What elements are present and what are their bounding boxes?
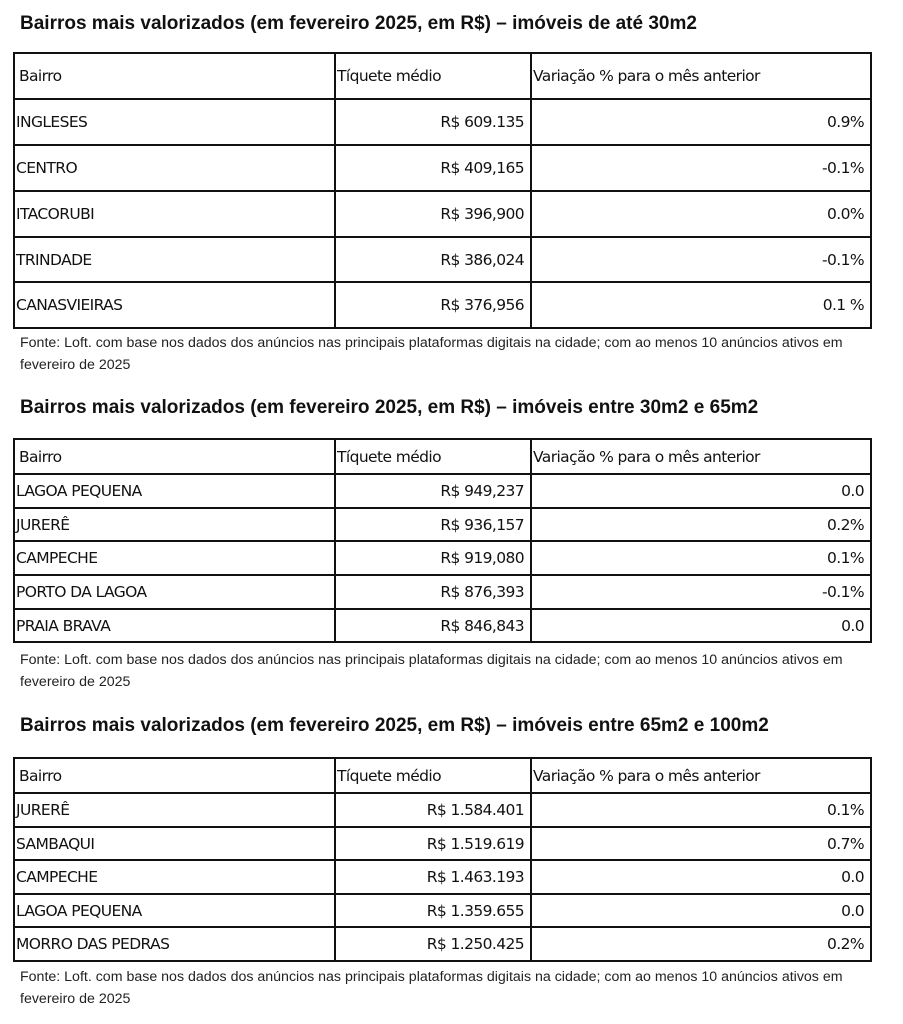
table-row bbox=[14, 282, 871, 328]
neighborhood-table-up-to-30m2 bbox=[13, 52, 872, 329]
cell-bairro: JURERÊ bbox=[14, 793, 335, 827]
table-row bbox=[14, 609, 871, 642]
table-title-30-to-65m2: Bairros mais valorizados (em fevereiro 2025, em R$) – imóveis entre 30m2 e 65m2 bbox=[20, 397, 759, 418]
cell-variacao: 0.2% bbox=[531, 508, 871, 541]
column-header-bairro: Bairro bbox=[14, 758, 335, 793]
cell-variacao: 0.0 bbox=[531, 860, 871, 894]
table-row bbox=[14, 145, 871, 191]
cell-variacao: 0.0 bbox=[531, 474, 871, 508]
table-row bbox=[14, 541, 871, 575]
cell-tiquete: R$ 1.359.655 bbox=[335, 894, 531, 927]
column-header-variacao: Variação % para o mês anterior bbox=[531, 439, 871, 474]
cell-bairro: ITACORUBI bbox=[14, 191, 335, 237]
cell-variacao: -0.1% bbox=[531, 145, 871, 191]
cell-bairro: CANASVIEIRAS bbox=[14, 282, 335, 328]
cell-bairro: PORTO DA LAGOA bbox=[14, 575, 335, 609]
cell-tiquete: R$ 936,157 bbox=[335, 508, 531, 541]
table-row bbox=[14, 191, 871, 237]
cell-tiquete: R$ 609.135 bbox=[335, 99, 531, 145]
source-note: Fonte: Loft. com base nos dados dos anúncios nas principais plataformas digitais na cidade; com ao menos 10 anúncios ativos em fevereiro de 2025 bbox=[20, 652, 843, 690]
table-row bbox=[14, 508, 871, 541]
table-title-up-to-30m2: Bairros mais valorizados (em fevereiro 2025, em R$) – imóveis de até 30m2 bbox=[20, 13, 697, 34]
cell-bairro: TRINDADE bbox=[14, 237, 335, 282]
cell-bairro: JURERÊ bbox=[14, 508, 335, 541]
table-row bbox=[14, 474, 871, 508]
cell-tiquete: R$ 386,024 bbox=[335, 237, 531, 282]
table-row bbox=[14, 827, 871, 860]
cell-bairro: LAGOA PEQUENA bbox=[14, 474, 335, 508]
cell-bairro: CAMPECHE bbox=[14, 541, 335, 575]
cell-variacao: 0.1 % bbox=[531, 282, 871, 328]
cell-tiquete: R$ 876,393 bbox=[335, 575, 531, 609]
cell-tiquete: R$ 409,165 bbox=[335, 145, 531, 191]
table-header-row bbox=[14, 53, 871, 99]
cell-variacao: 0.0 bbox=[531, 609, 871, 642]
cell-tiquete: R$ 1.584.401 bbox=[335, 793, 531, 827]
cell-bairro: MORRO DAS PEDRAS bbox=[14, 927, 335, 961]
source-note: Fonte: Loft. com base nos dados dos anúncios nas principais plataformas digitais na cidade; com ao menos 10 anúncios ativos em fevereiro de 2025 bbox=[20, 969, 843, 1007]
table-title-65-to-100m2: Bairros mais valorizados (em fevereiro 2025, em R$) – imóveis entre 65m2 e 100m2 bbox=[20, 715, 769, 736]
column-header-variacao: Variação % para o mês anterior bbox=[531, 53, 871, 99]
neighborhood-table-30-to-65m2 bbox=[13, 438, 872, 643]
cell-tiquete: R$ 919,080 bbox=[335, 541, 531, 575]
cell-variacao: 0.0% bbox=[531, 191, 871, 237]
column-header-tiquete-medio: Tíquete médio bbox=[335, 758, 531, 793]
cell-tiquete: R$ 1.463.193 bbox=[335, 860, 531, 894]
cell-tiquete: R$ 396,900 bbox=[335, 191, 531, 237]
neighborhood-table-65-to-100m2 bbox=[13, 757, 872, 962]
cell-variacao: 0.9% bbox=[531, 99, 871, 145]
cell-bairro: INGLESES bbox=[14, 99, 335, 145]
table-header-row bbox=[14, 439, 871, 474]
column-header-variacao: Variação % para o mês anterior bbox=[531, 758, 871, 793]
table-row bbox=[14, 894, 871, 927]
cell-bairro: LAGOA PEQUENA bbox=[14, 894, 335, 927]
cell-variacao: -0.1% bbox=[531, 237, 871, 282]
table-header-row bbox=[14, 758, 871, 793]
source-note: Fonte: Loft. com base nos dados dos anúncios nas principais plataformas digitais na cidade; com ao menos 10 anúncios ativos em fevereiro de 2025 bbox=[20, 335, 843, 373]
cell-tiquete: R$ 1.250.425 bbox=[335, 927, 531, 961]
column-header-tiquete-medio: Tíquete médio bbox=[335, 53, 531, 99]
cell-tiquete: R$ 376,956 bbox=[335, 282, 531, 328]
table-row bbox=[14, 860, 871, 894]
cell-variacao: -0.1% bbox=[531, 575, 871, 609]
cell-bairro: CAMPECHE bbox=[14, 860, 335, 894]
cell-variacao: 0.7% bbox=[531, 827, 871, 860]
cell-variacao: 0.0 bbox=[531, 894, 871, 927]
cell-bairro: PRAIA BRAVA bbox=[14, 609, 335, 642]
table-row bbox=[14, 237, 871, 282]
column-header-bairro: Bairro bbox=[14, 439, 335, 474]
table-row bbox=[14, 793, 871, 827]
cell-variacao: 0.1% bbox=[531, 541, 871, 575]
cell-bairro: SAMBAQUI bbox=[14, 827, 335, 860]
cell-variacao: 0.2% bbox=[531, 927, 871, 961]
table-row bbox=[14, 927, 871, 961]
cell-bairro: CENTRO bbox=[14, 145, 335, 191]
table-row bbox=[14, 99, 871, 145]
cell-tiquete: R$ 1.519.619 bbox=[335, 827, 531, 860]
cell-tiquete: R$ 846,843 bbox=[335, 609, 531, 642]
column-header-tiquete-medio: Tíquete médio bbox=[335, 439, 531, 474]
cell-tiquete: R$ 949,237 bbox=[335, 474, 531, 508]
cell-variacao: 0.1% bbox=[531, 793, 871, 827]
column-header-bairro: Bairro bbox=[14, 53, 335, 99]
table-row bbox=[14, 575, 871, 609]
